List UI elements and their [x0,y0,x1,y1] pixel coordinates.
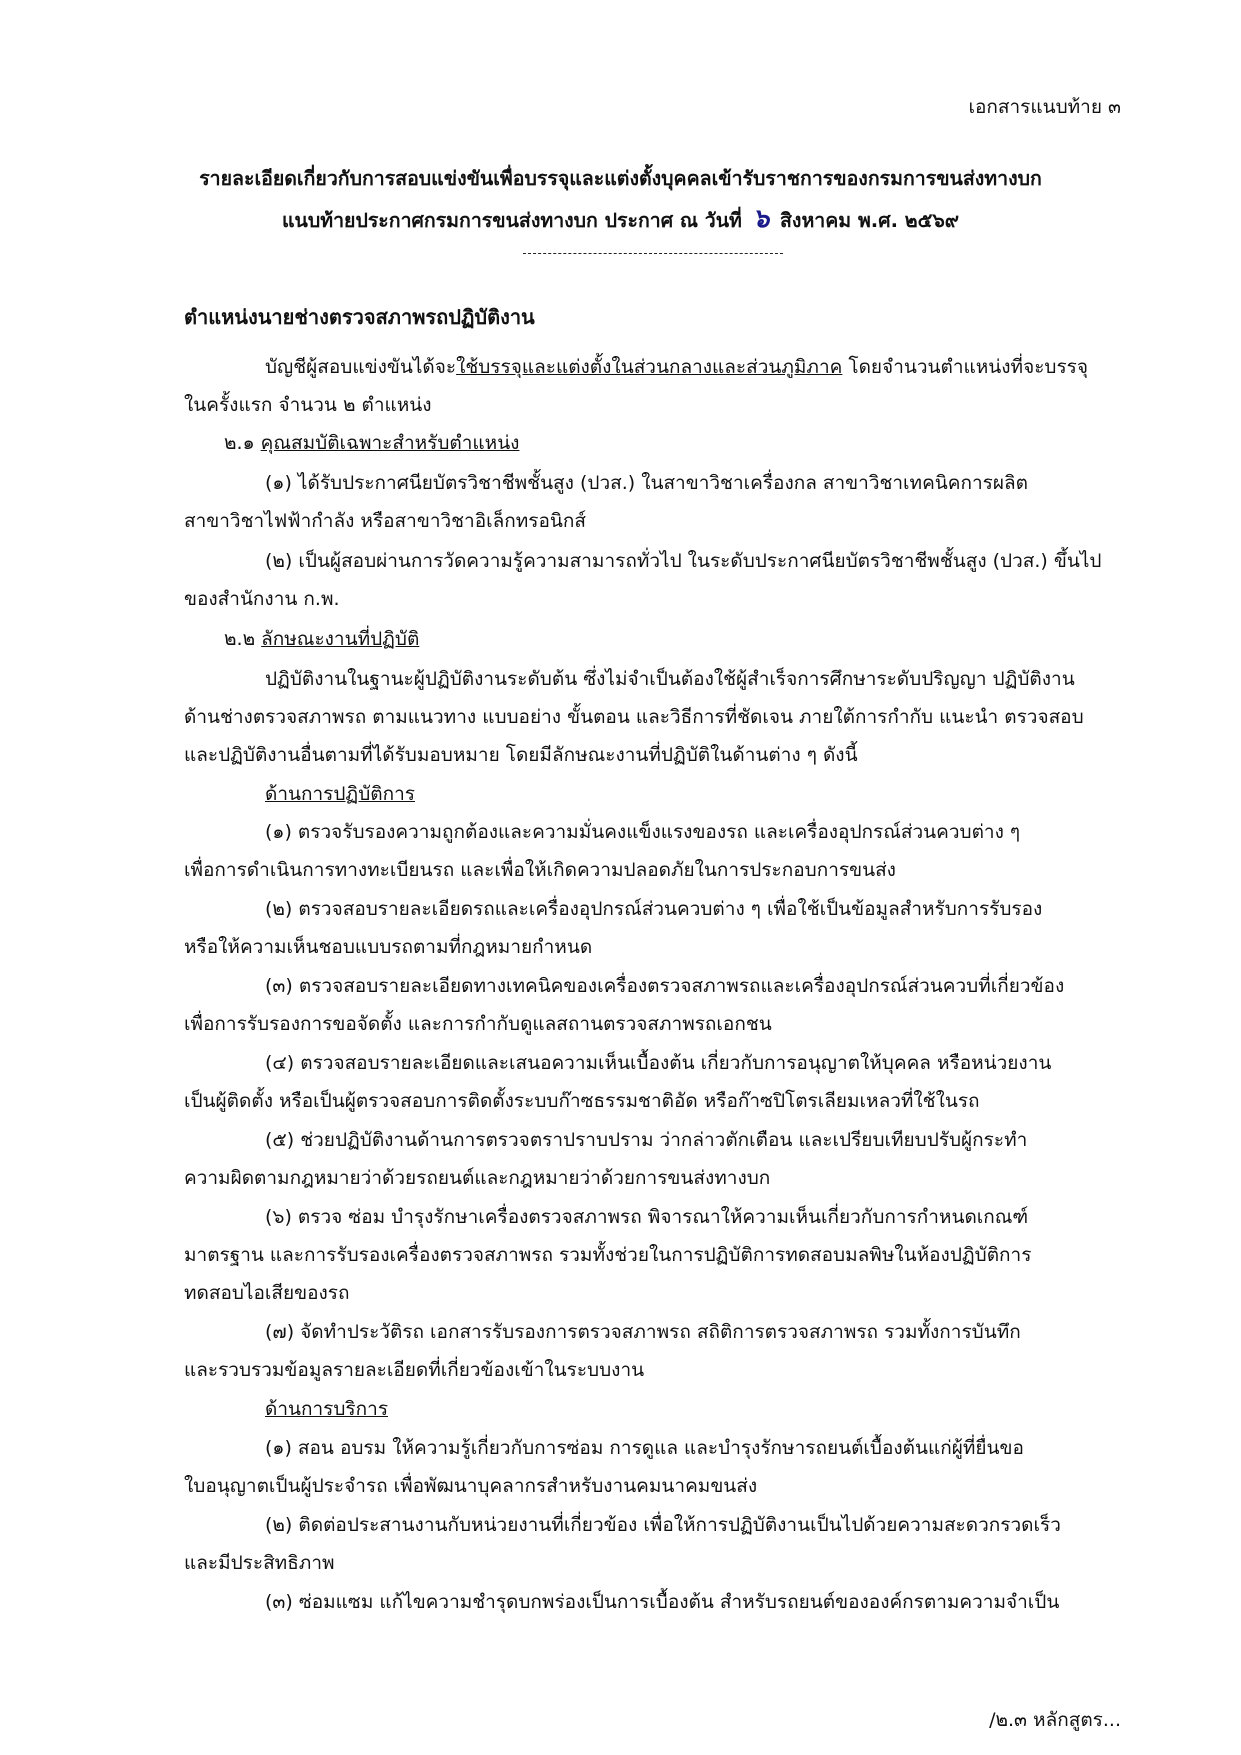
operation-item-1-cont: เพื่อการดำเนินการทางทะเบียนรถ และเพื่อให้เกิดความปลอดภัยในการประกอบการขนส่ง [184,859,896,881]
section-2-1-number: ๒.๑ [224,432,261,454]
qualification-1: (๑) ได้รับประกาศนียบัตรวิชาชีพชั้นสูง (ปวส.) ในสาขาวิชาเครื่องกล สาขาวิชาเทคนิคการผลิต [265,472,1028,494]
attachment-label: เอกสารแนบท้าย ๓ [968,96,1121,118]
operation-item-1: (๑) ตรวจรับรองความถูกต้องและความมั่นคงแข็งแรงของรถ และเครื่องอุปกรณ์ส่วนควบต่าง ๆ [265,821,1021,843]
operation-item-4: (๔) ตรวจสอบรายละเอียดและเสนอความเห็นเบื้องต้น เกี่ยวกับการอนุญาตให้บุคคล หรือหน่วยงาน [265,1052,1052,1074]
intro-text-c: โดยจำนวนตำแหน่งที่จะบรรจุ [842,356,1089,378]
duties-paragraph-3: และปฏิบัติงานอื่นตามที่ได้รับมอบหมาย โดยมีลักษณะงานที่ปฏิบัติในด้านต่าง ๆ ดังนี้ [184,744,858,766]
position-heading: ตำแหน่งนายช่างตรวจสภาพรถปฏิบัติงาน [184,305,535,329]
service-item-1-cont: ใบอนุญาตเป็นผู้ประจำรถ เพื่อพัฒนาบุคลากรสำหรับงานคมนาคมขนส่ง [184,1475,758,1497]
section-2-2-title: ลักษณะงานที่ปฏิบัติ [261,628,420,650]
intro-underlined: ใช้บรรจุและแต่งตั้งในส่วนกลางและส่วนภูมิภาค [456,356,843,378]
operation-item-6: (๖) ตรวจ ซ่อม บำรุงรักษาเครื่องตรวจสภาพรถ พิจารณาให้ความเห็นเกี่ยวกับการกำหนดเกณฑ์ [265,1206,1029,1228]
document-title-line1: รายละเอียดเกี่ยวกับการสอบแข่งขันเพื่อบรรจุและแต่งตั้งบุคคลเข้ารับราชการของกรมการขนส่งทางบก [199,167,1042,190]
intro-line1 [265,348,1088,386]
duties-paragraph-1: ปฏิบัติงานในฐานะผู้ปฏิบัติงานระดับต้น ซึ่งไม่จำเป็นต้องใช้ผู้สำเร็จการศึกษาระดับปริญญา ปฏิบัติงาน [265,668,1075,690]
title-line2-suffix: สิงหาคม พ.ศ. ๒๕๖๙ [780,209,960,232]
qualification-1-cont: สาขาวิชาไฟฟ้ากำลัง หรือสาขาวิชาอิเล็กทรอนิกส์ [184,510,586,532]
operation-item-4-cont: เป็นผู้ติดตั้ง หรือเป็นผู้ตรวจสอบการติดตั้งระบบก๊าซธรรมชาติอัด หรือก๊าซปิโตรเลียมเหลวที่ใช้ในรถ [184,1090,980,1112]
section-2-1-title: คุณสมบัติเฉพาะสำหรับตำแหน่ง [260,432,520,454]
service-item-3: (๓) ซ่อมแซม แก้ไขความชำรุดบกพร่องเป็นการเบื้องต้น สำหรับรถยนต์ขององค์กรตามความจำเป็น [265,1591,1060,1613]
section-2-2-heading [224,620,419,658]
intro-line2: ในครั้งแรก จำนวน ๒ ตำแหน่ง [184,394,432,416]
intro-text-a: บัญชีผู้สอบแข่งขันได้จะ [265,356,457,378]
service-subheading: ด้านการบริการ [265,1398,389,1420]
dashed-divider [523,253,783,254]
operation-item-5: (๕) ช่วยปฏิบัติงานด้านการตรวจตราปราบปราม ว่ากล่าวตักเตือน และเปรียบเทียบปรับผู้กระทำ [265,1129,1028,1151]
operation-item-2-cont: หรือให้ความเห็นชอบแบบรถตามที่กฎหมายกำหนด [184,936,593,958]
handwritten-day: ๖ [752,204,770,234]
qualification-2-cont: ของสำนักงาน ก.พ. [184,588,340,610]
section-2-1-heading [224,424,519,462]
operation-item-6-cont: มาตรฐาน และการรับรองเครื่องตรวจสภาพรถ รวมทั้งช่วยในการปฏิบัติการทดสอบมลพิษในห้องปฏิบัติการ [184,1244,1032,1266]
continuation-marker: /๒.๓ หลักสูตร... [989,1709,1121,1731]
operations-subheading: ด้านการปฏิบัติการ [265,783,415,805]
title-line2-prefix: แนบท้ายประกาศกรมการขนส่งทางบก ประกาศ ณ วันที่ [281,209,742,232]
operation-item-7: (๗) จัดทำประวัติรถ เอกสารรับรองการตรวจสภาพรถ สถิติการตรวจสภาพรถ รวมทั้งการบันทึก [265,1321,1021,1343]
operation-item-7-cont: และรวบรวมข้อมูลรายละเอียดที่เกี่ยวข้องเข้าในระบบงาน [184,1359,645,1381]
duties-paragraph-2: ด้านช่างตรวจสภาพรถ ตามแนวทาง แบบอย่าง ขั้นตอน และวิธีการที่ชัดเจน ภายใต้การกำกับ แนะนำ ตรวจสอบ [184,706,1084,728]
operation-item-2: (๒) ตรวจสอบรายละเอียดรถและเครื่องอุปกรณ์ส่วนควบต่าง ๆ เพื่อใช้เป็นข้อมูลสำหรับการรับรอง [265,898,1043,920]
service-item-2-cont: และมีประสิทธิภาพ [184,1552,335,1574]
operation-item-3: (๓) ตรวจสอบรายละเอียดทางเทคนิคของเครื่องตรวจสภาพรถและเครื่องอุปกรณ์ส่วนควบที่เกี่ยวข้อง [265,975,1065,997]
operation-item-6-cont2: ทดสอบไอเสียของรถ [184,1282,350,1304]
section-2-2-number: ๒.๒ [224,628,262,650]
service-item-1: (๑) สอน อบรม ให้ความรู้เกี่ยวกับการซ่อม การดูแล และบำรุงรักษารถยนต์เบื้องต้นแก่ผู้ที่ยื่นขอ [265,1437,1024,1459]
operation-item-5-cont: ความผิดตามกฎหมายว่าด้วยรถยนต์และกฎหมายว่าด้วยการขนส่งทางบก [184,1167,771,1189]
service-item-2: (๒) ติดต่อประสานงานกับหน่วยงานที่เกี่ยวข้อง เพื่อให้การปฏิบัติงานเป็นไปด้วยความสะดวกรวดเร็ว [265,1514,1061,1536]
operation-item-3-cont: เพื่อการรับรองการขอจัดตั้ง และการกำกับดูแลสถานตรวจสภาพรถเอกชน [184,1013,772,1035]
document-title-line2 [0,200,1241,240]
qualification-2: (๒) เป็นผู้สอบผ่านการวัดความรู้ความสามารถทั่วไป ในระดับประกาศนียบัตรวิชาชีพชั้นสูง (ปวส.) ขึ้นไป [265,550,1102,572]
